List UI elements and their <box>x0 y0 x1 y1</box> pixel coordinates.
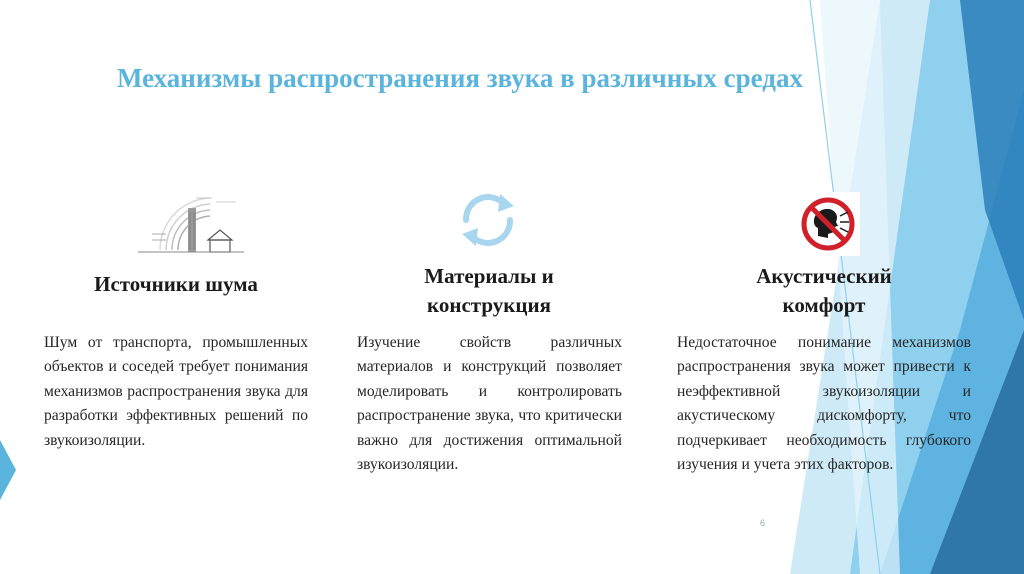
column-text: Изучение свойств различных материалов и конструкций позволяет моделировать и контролировать распространение звука, что критически важно для достижения оптимальной звукоизоляции. <box>357 334 622 474</box>
refresh-arrows-icon <box>448 190 528 250</box>
column-text: Шум от транспорта, промышленных объектов и соседей требует понимания механизмов распространения звука для разработки эффективных решений по звукоизоляции. <box>44 334 308 449</box>
slide-number: 6 <box>760 518 766 528</box>
no-noise-sign <box>792 192 860 256</box>
slide-title: Механизмы распространения звука в различных средах <box>117 63 803 93</box>
column-heading: Источники шума <box>94 272 258 296</box>
column-text: Недостаточное понимание механизмов распространения звука может привести к неэффективной звукоизоляции и акустическому дискомфорту, что подчеркивает необходимость глубокого изучения и учета этих факторов. <box>677 334 971 474</box>
noise-barrier-diagram <box>132 190 250 256</box>
column-heading: Акустический комфорт <box>756 264 892 317</box>
column-heading: Материалы и конструкция <box>424 264 554 317</box>
